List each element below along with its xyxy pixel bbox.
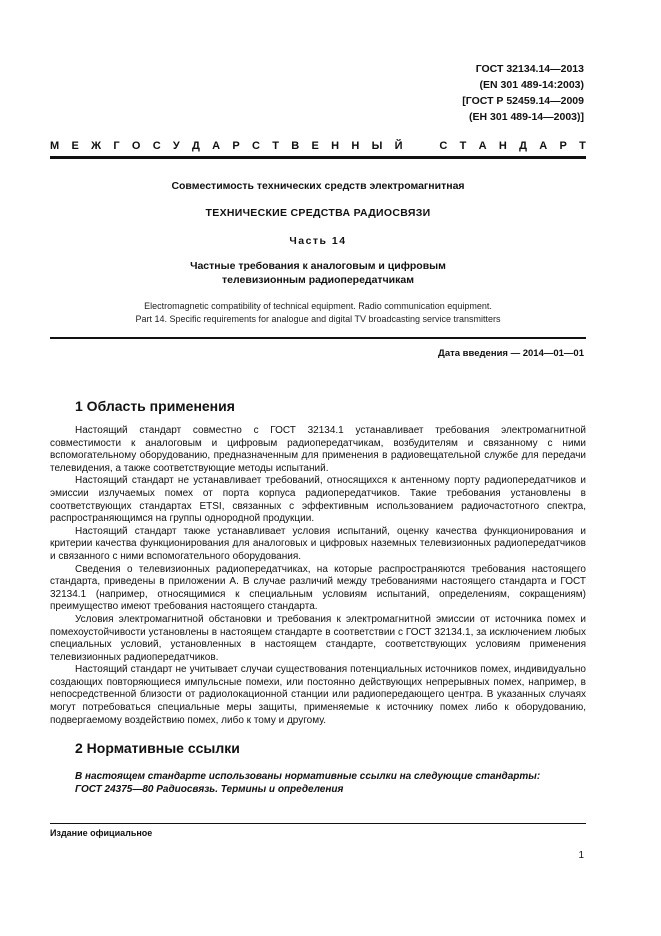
standard-type-letter: Т	[459, 140, 467, 152]
standard-type-letter: Н	[498, 140, 507, 152]
paragraph: Настоящий стандарт не учитывает случаи существования потенциальных источников помех, индивидуально создающих повторяющиеся импульсные помехи, или постоянно действующих непрерывных помех, например, в непосредственной близости от радиолокационной станции или радиопередающего центра. В указанных случаях могут потребоваться специальные меры защиты, применяемые к источнику помех либо к оборудованию, подвергаемому воздействию помех, либо к тому и другому.	[50, 664, 586, 726]
standard-type-letter: Е	[71, 140, 79, 152]
standard-type-letter: В	[291, 140, 300, 152]
standard-type-letter: А	[539, 140, 548, 152]
title-divider	[50, 337, 586, 339]
standard-type-letter: С	[252, 140, 260, 152]
standard-type-letter: Н	[331, 140, 340, 152]
document-subtitle	[50, 259, 586, 287]
paragraph: Сведения о телевизионных радиопередатчиках, на которые распространяются требования настоящего стандарта, приведены в приложении А. В случае различий между требованиями настоящего стандарта и ГОСТ 32134.1 (например, относящимися к специальным условиям испытаний, определениям, сокращениям) преимущество имеют требования настоящего стандарта.	[50, 563, 586, 613]
document-subject: ТЕХНИЧЕСКИЕ СРЕДСТВА РАДИОСВЯЗИ	[205, 207, 431, 219]
standard-codes	[462, 61, 584, 125]
standard-type-letter: А	[212, 140, 221, 152]
document-title: Совместимость технических средств электромагнитная	[171, 180, 465, 192]
section-2-body	[50, 771, 586, 796]
standard-type-banner	[50, 140, 586, 152]
standard-type-letter: Т	[579, 140, 586, 152]
edition-label: Издание официальное	[50, 828, 153, 838]
standard-type-letter: Р	[559, 140, 567, 152]
subtitle-line: Частные требования к аналоговым и цифровым	[190, 260, 446, 272]
english-title	[50, 300, 586, 326]
standard-type-letter: Т	[272, 140, 279, 152]
paragraph: Условия электромагнитной обстановки и требования к электромагнитной эмиссии от источника помех и помехоустойчивости установлены в настоящем стандарте в соответствии с ГОСТ 32134.1, за исключением любых специальных условий, установленных в настоящем стандарте, соответствующих условиям применения телевизионных радиопередатчиков.	[50, 613, 586, 663]
standard-type-letter: Й	[394, 140, 403, 152]
page-number: 1	[578, 850, 584, 861]
standard-type-letter: М	[50, 140, 60, 152]
standard-type-letter: Е	[311, 140, 319, 152]
standard-code: ГОСТ 32134.14—2013	[475, 63, 584, 75]
paragraph: Настоящий стандарт не устанавливает требований, относящихся к антенному порту радиопередатчиков и эмиссии излучаемых помех от порта корпуса радиопередатчиков. Такие требования установлены в соответствующих стандартах ETSI, связанных с эффективным использованием радиочастотного спектра, распространяющимся на группы однородной продукции.	[50, 475, 586, 525]
standard-type-letter: О	[131, 140, 141, 152]
standard-type-letter: Р	[232, 140, 240, 152]
header-divider	[50, 156, 586, 159]
standard-code: (ЕН 301 489-14—2003)]	[469, 111, 584, 123]
standard-type-letter: А	[478, 140, 487, 152]
document-part: Часть 14	[289, 235, 347, 247]
standard-type-letter: Д	[192, 140, 200, 152]
normative-reference: ГОСТ 24375—80 Радиосвязь. Термины и определения	[75, 783, 344, 795]
standard-type-letter: У	[172, 140, 180, 152]
section-1-body	[50, 425, 586, 727]
standard-type-letter: Н	[351, 140, 360, 152]
paragraph: Настоящий стандарт также устанавливает условия испытаний, оценку качества функционирования и критерии качества функционирования для аналоговых и цифровых наземных телевизионных радиопередатчиков и связанного с ними вспомогательного оборудования.	[50, 525, 586, 562]
paragraph: Настоящий стандарт совместно с ГОСТ 32134.1 устанавливает требования электромагнитной совместимости к аналоговым и цифровым радиопередатчикам, возбудителям и связанному с ними вспомогательному оборудованию, предназначенным для применения в радиовещательной службе для передачи телевидения, а также соответствующие методы испытаний.	[50, 425, 586, 474]
standard-type-letter: Д	[519, 140, 527, 152]
paragraph: В настоящем стандарте использованы нормативные ссылки на следующие стандарты:	[75, 771, 541, 782]
english-title-line: Part 14. Specific requirements for analogue and digital TV broadcasting service transmitters	[135, 314, 501, 324]
footer-divider	[50, 823, 586, 824]
section-2-heading: 2 Нормативные ссылки	[75, 740, 240, 756]
standard-type-letter: С	[439, 140, 448, 152]
standard-type-letter: Г	[113, 140, 120, 152]
standard-type-letter: С	[152, 140, 161, 152]
standard-type-letter: Ж	[91, 140, 102, 152]
section-1-heading: 1 Область применения	[75, 398, 235, 414]
introduction-date: Дата введения — 2014—01—01	[438, 348, 584, 359]
subtitle-line: телевизионным радиопередатчикам	[222, 274, 414, 286]
english-title-line: Electromagnetic compatibility of technical equipment. Radio communication equipment.	[144, 301, 492, 311]
standard-code: (EN 301 489-14:2003)	[479, 79, 584, 91]
standard-code: [ГОСТ Р 52459.14—2009	[462, 95, 584, 107]
standard-type-letter: Ы	[371, 140, 383, 152]
